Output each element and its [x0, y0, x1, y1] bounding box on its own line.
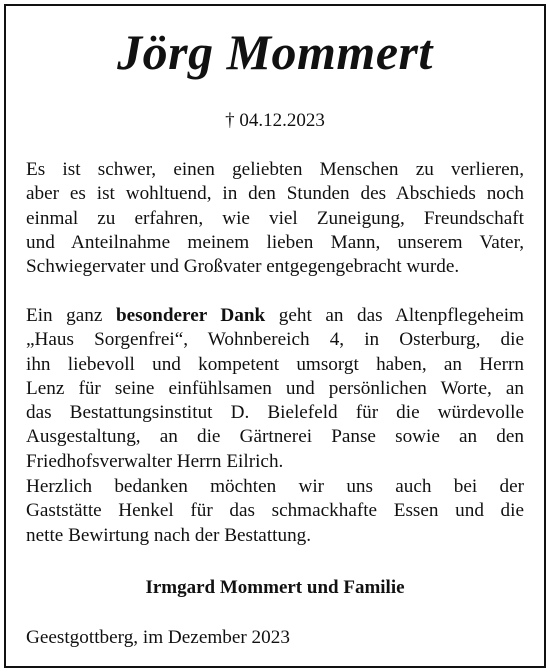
text-line: und Anteilnahme meinem lieben Mann, unserem Vater, — [26, 231, 524, 253]
text-line: nette Bewirtung nach der Bestattung. — [26, 524, 312, 546]
text-line: das Bestattungsinstitut D. Bielefeld für die würdevolle — [26, 402, 524, 424]
thanks-paragraph-1 — [26, 158, 524, 279]
text-line: Herzlich bedanken möchten wir uns auch bei der — [26, 476, 524, 497]
thanks-paragraph-2 — [26, 304, 524, 474]
deceased-name: Jörg Mommert — [117, 24, 433, 80]
text-line: Es ist schwer, einen geliebten Menschen zu verlieren, — [26, 159, 524, 180]
text-fragment: Ein ganz — [26, 305, 116, 326]
text-line: Lenz für seine einfühlsamen und persönlichen Worte, an — [26, 377, 524, 399]
text-line: ihn liebevoll und kompetent umsorgt haben, an Herrn — [26, 353, 524, 375]
text-line: aber es ist wohltuend, in den Stunden des Abschieds noch — [26, 183, 524, 205]
place-and-date: Geestgottberg, im Dezember 2023 — [26, 627, 290, 648]
text-line: Gaststätte Henkel für das schmackhafte Essen und die — [26, 500, 524, 522]
death-date: † 04.12.2023 — [225, 110, 325, 131]
text-fragment: geht an das Altenpflegeheim — [265, 305, 524, 326]
text-line: einmal zu erfahren, wie viel Zuneigung, Freundschaft — [26, 207, 524, 229]
signature: Irmgard Mommert und Familie — [145, 577, 405, 598]
text-line — [26, 304, 524, 328]
text-line: Ausgestaltung, an die Gärtnerei Panse sowie an den — [26, 426, 524, 448]
thanks-paragraph-3 — [26, 475, 524, 548]
text-line: „Haus Sorgenfrei“, Wohnbereich 4, in Osterburg, die — [26, 329, 524, 351]
text-line: Schwiegervater und Großvater entgegengebracht wurde. — [26, 256, 460, 278]
text-line: Friedhofsverwalter Herrn Eilrich. — [26, 450, 284, 472]
notice-border — [4, 4, 546, 668]
emphasis-text: besonderer Dank — [115, 305, 266, 326]
